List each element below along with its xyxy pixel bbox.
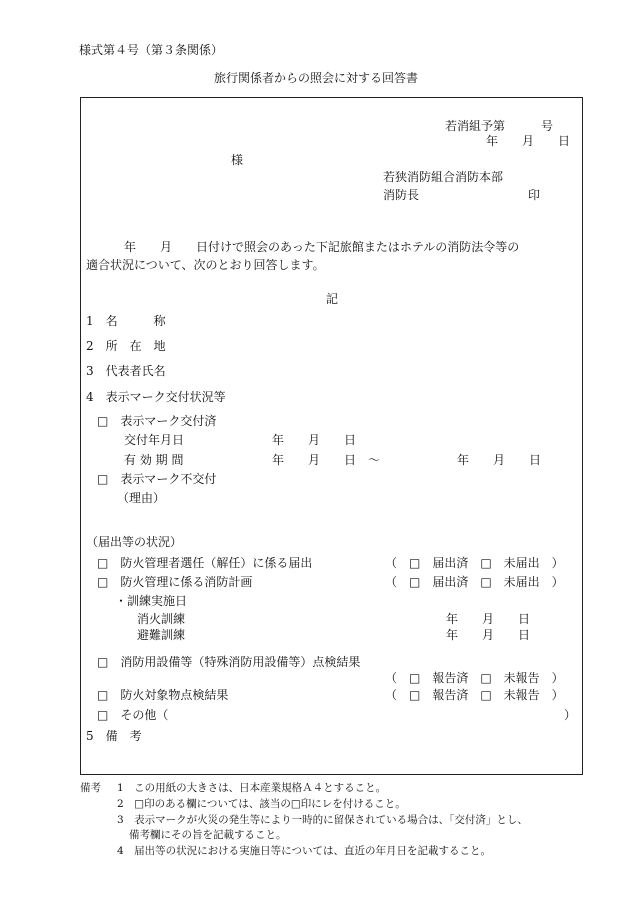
fire-manager-notice: □ 防火管理者選任（解任）に係る届出 <box>97 556 313 570</box>
building-inspection-status: （ □ 報告済 □ 未報告 ） <box>385 688 564 702</box>
header-date: 年 月 日 <box>486 134 571 148</box>
fire-chief: 消防長 <box>383 188 420 202</box>
mark-issued-checkbox: □ 表示マーク交付済 <box>97 414 217 428</box>
equipment-inspection-status: （ □ 報告済 □ 未報告 ） <box>385 671 564 685</box>
fire-plan-notice: □ 防火管理に係る消防計画 <box>97 575 253 589</box>
fire-plan-status: （ □ 届出済 □ 未届出 ） <box>385 575 564 589</box>
other-close: ） <box>564 708 577 722</box>
other-open: □ その他（ <box>97 708 169 722</box>
form-number: 様式第４号（第３条関係） <box>79 43 224 57</box>
fire-drill-date: 年 月 日 <box>446 612 531 626</box>
valid-period-from: 年 月 日 ～ <box>272 453 381 467</box>
footnote-1: 1 この用紙の大きさは、日本産業規格Ａ４とすること。 <box>117 782 387 794</box>
reason-label: （理由） <box>117 491 166 505</box>
valid-period-to: 年 月 日 <box>457 453 542 467</box>
reference-number: 若消組予第 号 <box>445 119 554 133</box>
ki-marker: 記 <box>326 292 339 306</box>
footnote-4: 4 届出等の状況における実施日等については、直近の年月日を記載すること。 <box>117 845 491 857</box>
page-title: 旅行関係者からの照会に対する回答書 <box>214 71 419 85</box>
mark-not-issued-checkbox: □ 表示マーク不交付 <box>97 472 217 486</box>
intro-line-2: 適合状況について、次のとおり回答します。 <box>86 258 325 272</box>
building-inspection: □ 防火対象物点検結果 <box>97 688 229 702</box>
item-remarks: 5 備 考 <box>86 729 142 743</box>
seal-mark: 印 <box>528 188 541 202</box>
footnote-label: 備考 <box>80 782 101 794</box>
valid-period-label: 有 効 期 間 <box>124 453 184 467</box>
footnote-3-cont: 備考欄にその旨を記載すること。 <box>129 829 287 841</box>
item-name: 1 名 称 <box>86 314 166 328</box>
addressee-suffix: 様 <box>231 153 244 167</box>
fire-manager-status: （ □ 届出済 □ 未届出 ） <box>385 556 564 570</box>
issue-date-value: 年 月 日 <box>272 433 357 447</box>
equipment-inspection: □ 消防用設備等（特殊消防用設備等）点検結果 <box>97 655 361 669</box>
training-date-heading: ・訓練実施日 <box>115 594 188 608</box>
item-mark-status: 4 表示マーク交付状況等 <box>86 390 226 404</box>
item-location: 2 所 在 地 <box>86 339 166 353</box>
footnote-3: 3 表示マークが火災の発生等により一時的に留保されている場合は、「交付済」とし、 <box>117 814 528 826</box>
issue-date-label: 交付年月日 <box>124 433 185 447</box>
notification-heading: （届出等の状況） <box>86 535 183 549</box>
fire-drill-label: 消火訓練 <box>137 612 186 626</box>
intro-line-1: 年 月 日付けで照会のあった下記旅館またはホテルの消防法令等の <box>124 240 520 254</box>
evacuation-drill-label: 避難訓練 <box>137 628 186 642</box>
organization-name: 若狭消防組合消防本部 <box>383 170 504 184</box>
evacuation-drill-date: 年 月 日 <box>446 628 531 642</box>
item-representative: 3 代表者氏名 <box>86 364 166 378</box>
footnote-2: 2 □印のある欄については、該当の□印にレを付けること。 <box>117 798 406 810</box>
